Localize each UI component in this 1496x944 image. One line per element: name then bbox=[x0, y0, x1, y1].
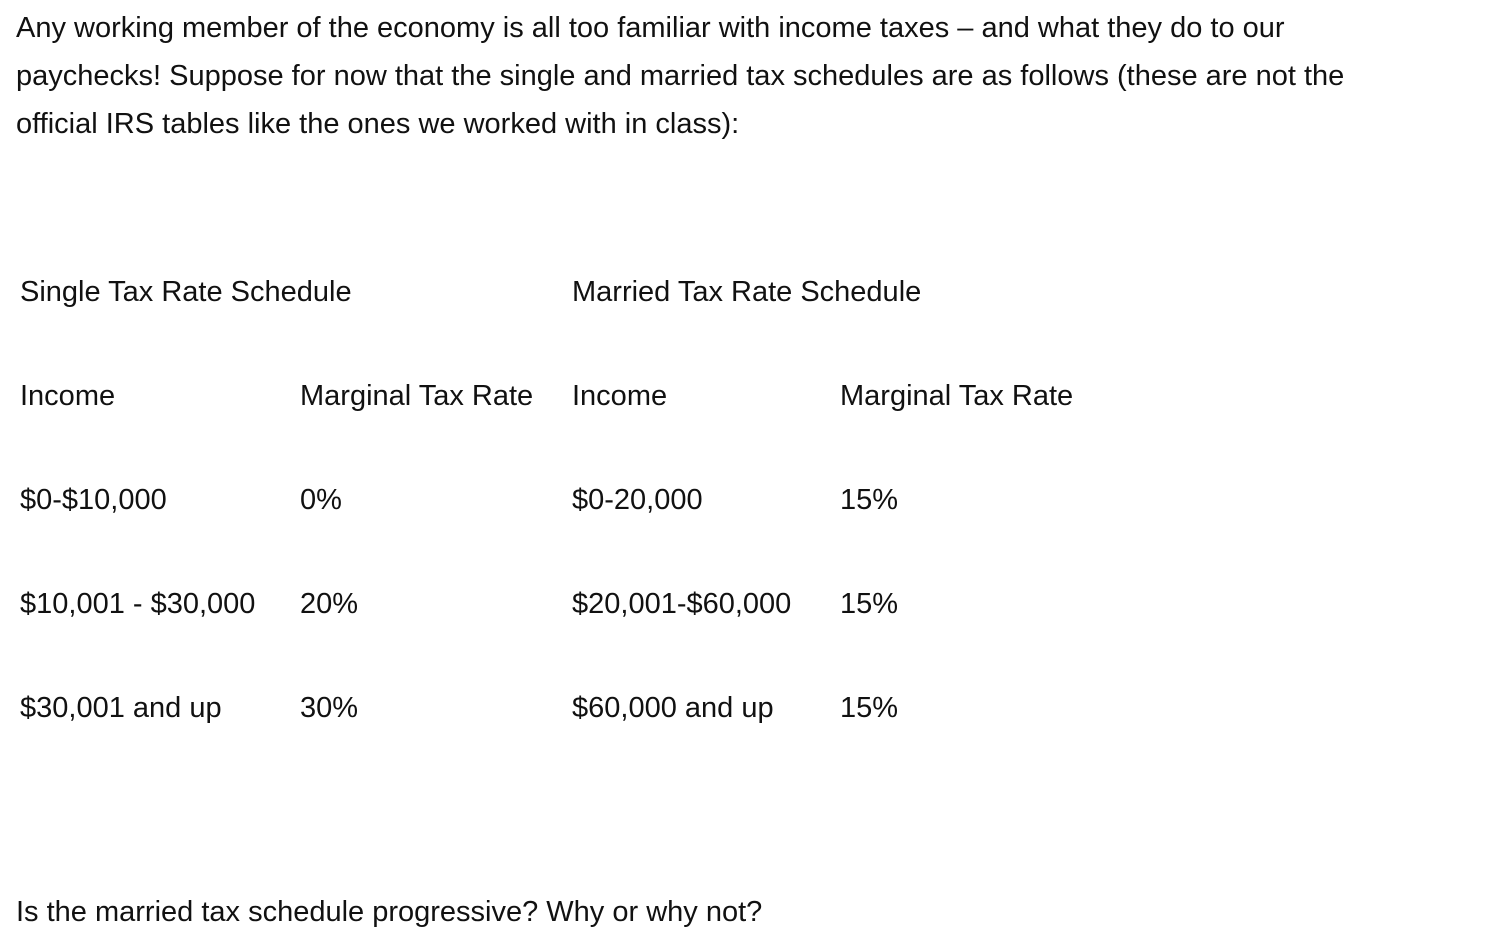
single-rate-cell: 20% bbox=[300, 588, 359, 620]
intro-line-3: official IRS tables like the ones we worked with in class): bbox=[16, 108, 740, 140]
single-rate-cell: 30% bbox=[300, 692, 359, 724]
married-schedule-title: Married Tax Rate Schedule bbox=[572, 276, 922, 308]
married-income-cell: $60,000 and up bbox=[572, 692, 774, 724]
intro-line-1: Any working member of the economy is all too familiar with income taxes – and what they do to our bbox=[16, 12, 1285, 44]
married-income-header: Income bbox=[572, 380, 668, 412]
married-income-cell: $20,001-$60,000 bbox=[572, 588, 792, 620]
married-rate-cell: 15% bbox=[840, 484, 899, 516]
married-rate-header: Marginal Tax Rate bbox=[840, 380, 1074, 412]
intro-paragraph bbox=[16, 4, 1486, 148]
single-rate-cell: 0% bbox=[300, 484, 342, 516]
single-income-cell: $30,001 and up bbox=[20, 692, 222, 724]
single-income-cell: $0-$10,000 bbox=[20, 484, 167, 516]
question-text: Is the married tax schedule progressive? Why or why not? bbox=[16, 896, 763, 928]
intro-line-2: paychecks! Suppose for now that the single and married tax schedules are as follows (these are not the bbox=[16, 60, 1345, 92]
single-income-header: Income bbox=[20, 380, 116, 412]
married-rate-cell: 15% bbox=[840, 588, 899, 620]
married-income-cell: $0-20,000 bbox=[572, 484, 703, 516]
single-income-cell: $10,001 - $30,000 bbox=[20, 588, 256, 620]
single-schedule-title: Single Tax Rate Schedule bbox=[20, 276, 352, 308]
married-rate-cell: 15% bbox=[840, 692, 899, 724]
single-rate-header: Marginal Tax Rate bbox=[300, 380, 534, 412]
